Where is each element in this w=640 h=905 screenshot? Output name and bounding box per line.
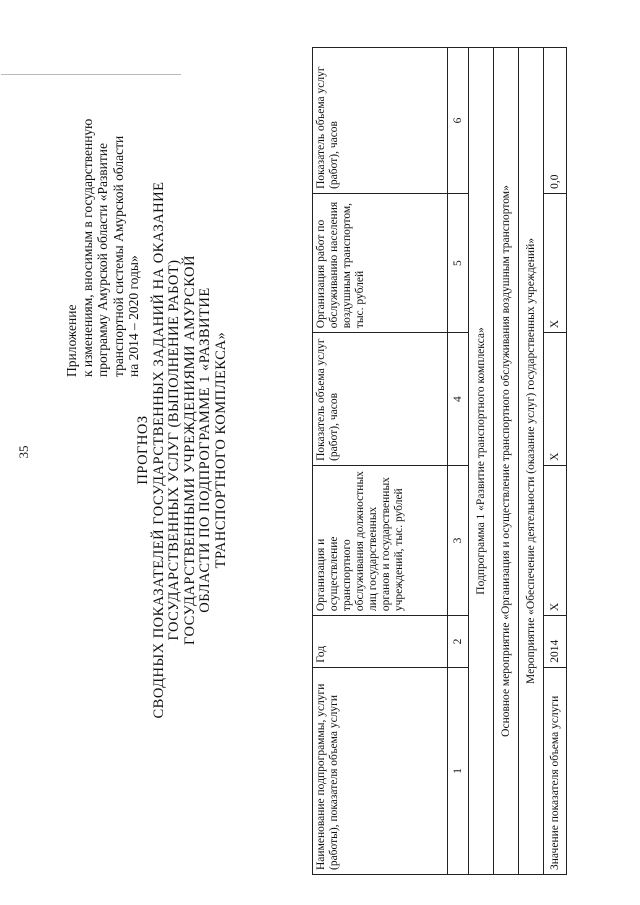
header-cell: Организация работ по обслуживанию населения воздушным транспортом, тыс. рублей — [313, 193, 448, 332]
row-value-cell: X — [544, 193, 567, 332]
appendix-line: на 2014 – 2020 годы» — [126, 255, 141, 377]
header-cell: Показатель объема услуг (работ), часов — [313, 333, 448, 466]
row-value-cell: X — [544, 333, 567, 466]
row-name-cell: Значение показателя объема услуги — [544, 667, 567, 874]
title-line: ГОСУДАРСТВЕННЫМИ УЧРЕЖДЕНИЯМИ АМУРСКОЙ — [181, 255, 198, 645]
appendix-line: программу Амурской области «Развитие — [95, 142, 110, 377]
row-value-cell: 0,0 — [544, 48, 567, 194]
title-line: ПРОГНОЗ — [135, 415, 151, 485]
column-number: 3 — [448, 465, 469, 615]
title-line: ОБЛАСТИ ПО ПОДПРОГРАММЕ 1 «РАЗВИТИЕ — [197, 287, 213, 613]
header-cell: Год — [313, 616, 448, 668]
scan-artifact-line — [1, 74, 181, 75]
row-value-cell: X — [544, 465, 567, 615]
appendix-line: Приложение — [64, 304, 79, 377]
table-header-row — [313, 48, 448, 875]
header-cell: Показатель объема услуг (работ), часов — [313, 48, 448, 194]
column-number: 5 — [448, 193, 469, 332]
column-number: 1 — [448, 667, 469, 874]
measure-row — [519, 48, 544, 875]
subprogram-row — [469, 48, 494, 875]
forecast-table — [312, 47, 567, 875]
measure-cell: Мероприятие «Обеспечение деятельности (оказание услуг) государственных учреждений» — [519, 48, 544, 875]
column-number: 2 — [448, 616, 469, 668]
header-cell: Наименование подпрограммы, услуги (работы), показателя объема услуги — [313, 667, 448, 874]
header-cell: Организация и осуществление транспортного обслуживания должностных лиц государственных органов и государственных учреждений, тыс. рублей — [313, 465, 448, 615]
document-title — [136, 165, 229, 735]
subprogram-cell: Подпрограмма 1 «Развитие транспортного комплекса» — [469, 48, 494, 875]
column-number: 6 — [448, 48, 469, 194]
appendix-line: транспортной системы Амурской области — [110, 135, 126, 377]
appendix-block — [64, 77, 142, 377]
main-measure-row — [494, 48, 519, 875]
title-line: ТРАНСПОРТНОГО КОМПЛЕКСА» — [212, 331, 229, 569]
column-number-row — [448, 48, 469, 875]
title-line: СВОДНЫХ ПОКАЗАТЕЛЕЙ ГОСУДАРСТВЕННЫХ ЗАДАНИЙ НА ОКАЗАНИЕ — [150, 181, 167, 719]
row-year-cell: 2014 — [544, 616, 567, 668]
column-number: 4 — [448, 333, 469, 466]
table-row — [544, 48, 567, 875]
title-line: ГОСУДАРСТВЕННЫХ УСЛУГ (ВЫПОЛНЕНИЕ РАБОТ) — [166, 259, 182, 641]
main-measure-cell: Основное мероприятие «Организация и осуществление транспортного обслуживания воздушным транспортом» — [494, 48, 519, 875]
page-number: 35 — [16, 445, 31, 459]
appendix-line: к изменениям, вносимым в государственную — [79, 118, 95, 377]
